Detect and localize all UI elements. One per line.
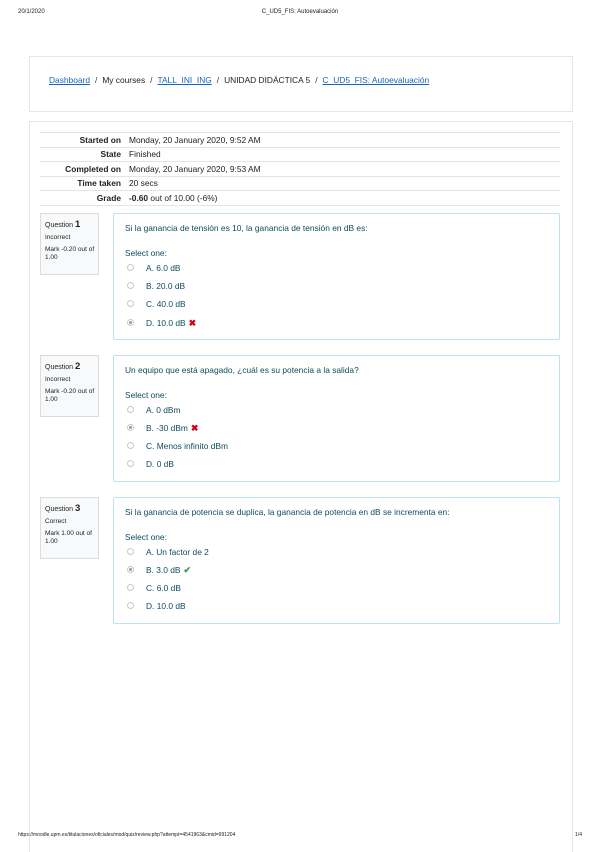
summary-row-started <box>40 133 560 148</box>
option-label: C. 40.0 dB <box>146 299 186 309</box>
radio-button[interactable] <box>127 406 134 413</box>
option-label: D. 10.0 dB <box>146 601 186 611</box>
question-state: Incorrect <box>45 233 71 241</box>
radio-button[interactable] <box>127 548 134 555</box>
option-label: D. 10.0 dB <box>146 318 186 328</box>
print-date: 20/1/2020 <box>18 9 45 15</box>
print-footer <box>18 832 582 838</box>
check-icon: ✔ <box>183 565 191 575</box>
option-c[interactable] <box>127 299 186 311</box>
radio-button-selected[interactable] <box>127 566 134 573</box>
grade-rest: out of 10.00 (-6%) <box>150 192 218 203</box>
option-b[interactable] <box>127 281 185 293</box>
select-prompt: Select one: <box>125 390 167 400</box>
radio-button[interactable] <box>127 282 134 289</box>
option-label: A. 0 dBm <box>146 405 181 415</box>
breadcrumb-dashboard-link[interactable]: Dashboard <box>49 75 90 85</box>
summary-value: Monday, 20 January 2020, 9:53 AM <box>129 162 560 177</box>
question-box-2 <box>113 355 560 482</box>
radio-button[interactable] <box>127 584 134 591</box>
summary-value: Finished <box>129 147 560 162</box>
option-a[interactable] <box>127 405 180 417</box>
print-url: https://moodle.upm.es/titulaciones/oficiales/mod/quiz/review.php?attempt=4541963&cmid=991204 <box>18 832 236 838</box>
select-prompt: Select one: <box>125 532 167 542</box>
option-c[interactable] <box>127 441 228 453</box>
question-mark: Mark 1.00 out of 1.00 <box>45 530 92 546</box>
option-label: C. Menos infinito dBm <box>146 441 228 451</box>
breadcrumb-my-courses: My courses <box>102 75 146 85</box>
option-b[interactable] <box>127 423 198 435</box>
question-state: Correct <box>45 517 67 525</box>
radio-button-selected[interactable] <box>127 319 134 326</box>
option-d[interactable] <box>127 318 196 330</box>
question-number-value: 1 <box>74 219 81 230</box>
summary-row-state <box>40 147 560 162</box>
option-label: A. 6.0 dB <box>146 263 181 273</box>
radio-button-selected[interactable] <box>127 424 134 431</box>
question-info-2 <box>40 355 99 417</box>
breadcrumb-quiz-link[interactable]: C_UD5_FIS: Autoevaluación <box>322 75 430 85</box>
summary-value: Monday, 20 January 2020, 9:52 AM <box>129 133 560 148</box>
option-label: B. 3.0 dB <box>146 565 181 575</box>
question-label: Question <box>45 364 74 371</box>
radio-button[interactable] <box>127 442 134 449</box>
select-prompt: Select one: <box>125 248 167 258</box>
radio-button[interactable] <box>127 264 134 271</box>
summary-row-completed <box>40 162 560 177</box>
breadcrumb-unit: UNIDAD DIDÁCTICA 5 <box>224 75 311 85</box>
summary-label: Started on <box>40 133 129 148</box>
option-c[interactable] <box>127 583 181 595</box>
question-info-3 <box>40 497 99 559</box>
print-page-number: 1/4 <box>575 832 582 838</box>
breadcrumb-separator: / <box>94 75 98 85</box>
option-label: B. -30 dBm <box>146 423 188 433</box>
summary-row-time-taken <box>40 176 560 191</box>
question-label: Question <box>45 222 74 229</box>
question-box-3 <box>113 497 560 624</box>
summary-value: 20 secs <box>129 176 560 191</box>
summary-row-grade <box>40 191 560 206</box>
option-a[interactable] <box>127 263 180 275</box>
option-b[interactable] <box>127 565 191 577</box>
breadcrumb-separator: / <box>216 75 220 85</box>
breadcrumb-separator: / <box>150 75 153 85</box>
option-d[interactable] <box>127 459 174 471</box>
breadcrumb-panel <box>29 56 573 112</box>
question-text: Un equipo que está apagado, ¿cuál es su potencia a la salida? <box>125 365 359 375</box>
cross-icon: ✖ <box>188 318 197 328</box>
breadcrumb-separator: / <box>315 75 318 85</box>
radio-button[interactable] <box>127 602 134 609</box>
summary-label: Grade <box>40 191 129 206</box>
breadcrumb-course-link[interactable]: TALL_INI_ING <box>157 75 212 85</box>
summary-value <box>129 191 560 206</box>
question-label: Question <box>45 506 74 513</box>
option-label: C. 6.0 dB <box>146 583 181 593</box>
question-info-1 <box>40 213 99 275</box>
question-number <box>45 361 98 373</box>
question-number <box>45 503 98 515</box>
attempt-summary-table <box>40 132 560 206</box>
radio-button[interactable] <box>127 300 134 307</box>
question-text: Si la ganancia de tensión es 10, la ganancia de tensión en dB es: <box>125 223 368 233</box>
summary-label: Completed on <box>40 162 129 177</box>
grade-score: -0.60 <box>129 192 149 203</box>
radio-button[interactable] <box>127 460 134 467</box>
question-text: Si la ganancia de potencia se duplica, la ganancia de potencia en dB se incrementa en: <box>125 507 450 517</box>
option-a[interactable] <box>127 547 209 559</box>
option-label: D. 0 dB <box>146 459 174 469</box>
question-mark: Mark -0.20 out of 1.00 <box>45 246 95 262</box>
cross-icon: ✖ <box>190 423 199 433</box>
option-d[interactable] <box>127 601 186 613</box>
option-label: A. Un factor de 2 <box>146 547 209 557</box>
option-label: B. 20.0 dB <box>146 281 186 291</box>
summary-label: State <box>40 147 129 162</box>
question-number-value: 3 <box>74 503 81 514</box>
summary-label: Time taken <box>40 176 129 191</box>
question-number <box>45 219 98 231</box>
question-number-value: 2 <box>74 361 81 372</box>
breadcrumb <box>49 75 429 85</box>
question-state: Incorrect <box>45 375 71 383</box>
print-title: C_UD5_FIS: Autoevaluación <box>261 9 339 15</box>
question-mark: Mark -0.20 out of 1.00 <box>45 388 95 404</box>
question-box-1 <box>113 213 560 340</box>
